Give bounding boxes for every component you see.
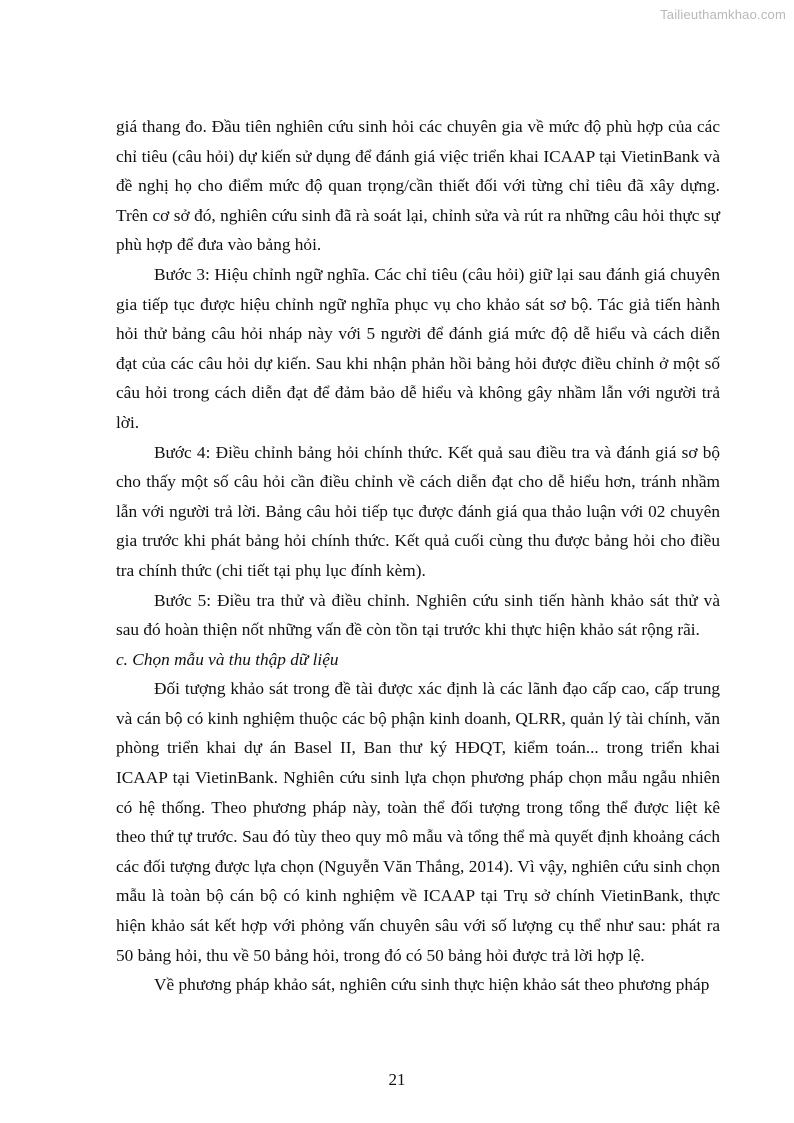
paragraph-sampling: Đối tượng khảo sát trong đề tài được xác định là các lãnh đạo cấp cao, cấp trung và cán bộ có kinh nghiệm thuộc các bộ phận kinh doanh, QLRR, quản lý tài chính, văn phòng triển khai dự án Basel II, Ban thư ký HĐQT, kiểm toán... trong triển khai ICAAP tại VietinBank. Nghiên cứu sinh lựa chọn phương pháp chọn mẫu ngẫu nhiên có hệ thống. Theo phương pháp này, toàn thể đối tượng trong tổng thể được liệt kê theo thứ tự trước. Sau đó tùy theo quy mô mẫu và tổng thể mà quyết định khoảng cách các đối tượng được lựa chọn (Nguyễn Văn Thắng, 2014). Vì vậy, nghiên cứu sinh chọn mẫu là toàn bộ cán bộ có kinh nghiệm về ICAAP tại Trụ sở chính VietinBank, thực hiện khảo sát kết hợp với phỏng vấn chuyên sâu với số lượng cụ thể như sau: phát ra 50 bảng hỏi, thu về 50 bảng hỏi, trong đó có 50 bảng hỏi được trả lời hợp lệ. (116, 679, 720, 965)
paragraph-step-5: Bước 5: Điều tra thử và điều chỉnh. Nghiên cứu sinh tiến hành khảo sát thử và sau đó hoàn thiện nốt những vấn đề còn tồn tại trước khi thực hiện khảo sát rộng rãi. (116, 590, 720, 640)
paragraph-step-4: Bước 4: Điều chỉnh bảng hỏi chính thức. Kết quả sau điều tra và đánh giá sơ bộ cho thấy một số câu hỏi cần điều chỉnh về cách diễn đạt cho dễ hiểu hơn, tránh nhầm lẫn với người trả lời. Bảng câu hỏi tiếp tục được đánh giá qua thảo luận với 02 chuyên gia trước khi phát bảng hỏi chính thức. Kết quả cuối cùng thu được bảng hỏi cho điều tra chính thức (chi tiết tại phụ lục đính kèm). (116, 442, 720, 580)
watermark: Tailieuthamkhao.com (660, 7, 786, 22)
paragraph-continuation: giá thang đo. Đầu tiên nghiên cứu sinh hỏi các chuyên gia về mức độ phù hợp của các chỉ tiêu (câu hỏi) dự kiến sử dụng để đánh giá việc triển khai ICAAP tại VietinBank và đề nghị họ cho điểm mức độ quan trọng/cần thiết đối với từng chỉ tiêu đã xây dựng. Trên cơ sở đó, nghiên cứu sinh đã rà soát lại, chỉnh sửa và rút ra những câu hỏi thực sự phù hợp để đưa vào bảng hỏi. (116, 117, 720, 255)
paragraph-step-3: Bước 3: Hiệu chỉnh ngữ nghĩa. Các chỉ tiêu (câu hỏi) giữ lại sau đánh giá chuyên gia tiếp tục được hiệu chỉnh ngữ nghĩa phục vụ cho khảo sát sơ bộ. Tác giả tiến hành hỏi thử bảng câu hỏi nháp này với 5 người để đánh giá mức độ dễ hiểu và cách diễn đạt của các câu hỏi dự kiến. Sau khi nhận phản hồi bảng hỏi được điều chỉnh ở một số câu hỏi trong cách diễn đạt để đảm bảo dễ hiểu và không gây nhầm lẫn với người trả lời. (116, 264, 720, 432)
section-heading: c. Chọn mẫu và thu thập dữ liệu (116, 649, 339, 669)
paragraph-survey-method: Về phương pháp khảo sát, nghiên cứu sinh thực hiện khảo sát theo phương pháp (154, 975, 710, 995)
document-body (116, 112, 720, 1000)
page-number: 21 (388, 1070, 406, 1089)
